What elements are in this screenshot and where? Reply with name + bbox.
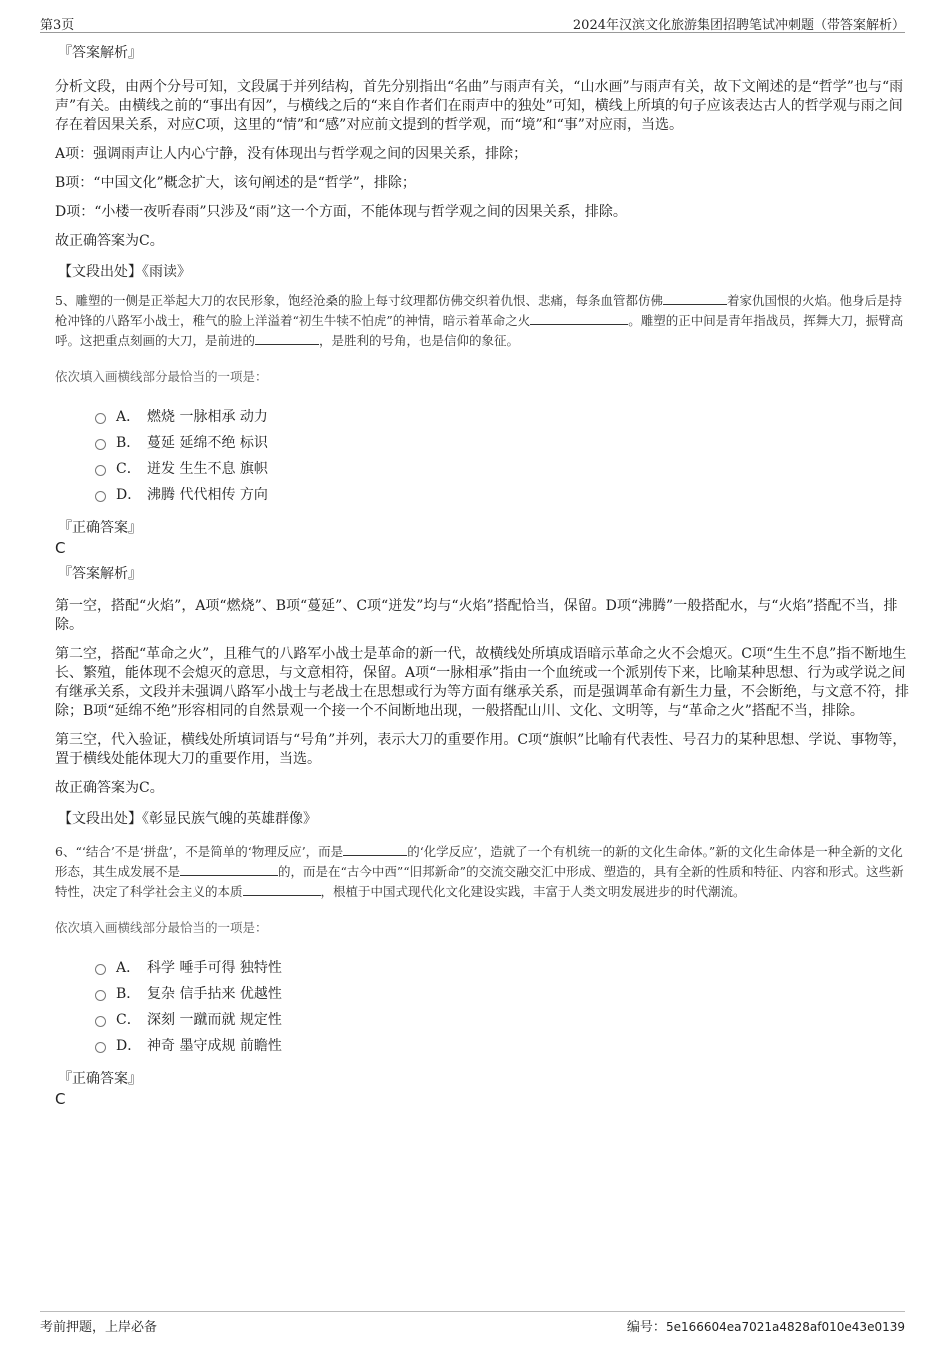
- option-a[interactable]: A． 科学 唾手可得 独特性: [95, 954, 910, 980]
- radio-icon[interactable]: [95, 413, 106, 424]
- option-c[interactable]: C． 深刻 一蹴而就 规定性: [95, 1006, 910, 1032]
- page-footer: [40, 1311, 905, 1336]
- radio-icon[interactable]: [95, 1016, 106, 1027]
- analysis-paragraph: 第三空，代入验证，横线处所填词语与“号角”并列，表示大刀的重要作用。C项“旗帜”比喻有代表性、号召力的某种思想、学说、事物等，置于横线处能体现大刀的重要作用，当选。: [55, 732, 907, 767]
- document-title: 2024年汉滨文化旅游集团招聘笔试冲刺题（带答案解析）: [572, 18, 905, 33]
- analysis-label: 『答案解析』: [58, 45, 142, 61]
- option-b[interactable]: B． 复杂 信手拈来 优越性: [95, 980, 910, 1006]
- analysis-paragraph: 故正确答案为C。: [55, 233, 164, 249]
- blank-1: [663, 292, 727, 305]
- blank-3: [255, 332, 319, 345]
- radio-icon[interactable]: [95, 465, 106, 476]
- radio-icon[interactable]: [95, 990, 106, 1001]
- option-b[interactable]: B． 蔓延 延绵不绝 标识: [95, 429, 910, 455]
- answer-value: C: [55, 1090, 66, 1108]
- answer-value: C: [55, 539, 66, 557]
- answer-label: 『正确答案』: [58, 1071, 142, 1087]
- source-citation: 【文段出处】《雨读》: [58, 264, 191, 280]
- document-body: [55, 42, 910, 1114]
- analysis-paragraph: 第一空，搭配“火焰”，A项“燃烧”、B项“蔓延”、C项“迸发”均与“火焰”搭配恰当，保留。D项“沸腾”一般搭配水，与“火焰”搭配不当，排除。: [55, 598, 898, 633]
- answer-label: 『正确答案』: [58, 520, 142, 536]
- analysis-paragraph: 分析文段，由两个分号可知，文段属于并列结构，首先分别指出“名曲”与雨声有关，“山水画”与雨声有关，故下文阐述的是“哲学”也与“雨声”有关。由横线之前的“事出有因”，与横线之后的“来自作者们在雨声中的独处”可知，横线上所填的句子应该表达古人的哲学观与雨之间存在着因果关系，对应C项，这里的“情”和“感”对应前文提到的哲学观，而“境”和“事”对应雨，当选。: [55, 79, 904, 133]
- analysis-paragraph: 故正确答案为C。: [55, 780, 164, 796]
- radio-icon[interactable]: [95, 964, 106, 975]
- page-number: 第3页: [40, 18, 75, 33]
- option-a[interactable]: A． 燃烧 一脉相承 动力: [95, 403, 910, 429]
- analysis-paragraph: 第二空，搭配“革命之火”，且稚气的八路军小战士是革命的新一代，故横线处所填成语暗示革命之火不会熄灭。C项“生生不息”指不断地生长、繁殖，能体现不会熄灭的意思，与文意相符，保留。A项“一脉相承”指由一个血统或一个派别传下来，比喻某种思想、行为或学说之间有继承关系，文段并未强调八路军小战士与老战士在思想或行为等方面有继承关系，而是强调革命有新生力量，不会断绝，与文意不符，排除；B项“延绵不绝”形容相同的自然景观一个接一个不间断地出现，一般搭配山川、文化、文明等，与“革命之火”搭配不当，排除。: [55, 646, 909, 719]
- question-5-text: 5、雕塑的一侧是正举起大刀的农民形象，饱经沧桑的脸上每寸纹理都仿佛交织着仇恨、悲痛，每条血管都仿佛 着家仇国恨的火焰。他身后是持枪冲锋的八路军小战士，稚气的脸上洋溢着“初生牛犊不怕虎”的神情，暗示着革命之火 。雕塑的正中间是青年指战员，挥舞大刀，振臂高呼。这把重点刻画的大刀，是前进的 ，是胜利的号角，也是信仰的象征。: [55, 293, 904, 348]
- option-c[interactable]: C． 迸发 生生不息 旗帜: [95, 455, 910, 481]
- source-citation: 【文段出处】《彰显民族气魄的英雄群像》: [58, 811, 317, 827]
- document-code: 编号：5e166604ea7021a4828af010e43e0139: [626, 1320, 905, 1335]
- question-5-prompt: 依次填入画横线部分最恰当的一项是：: [55, 369, 268, 384]
- blank-3: [243, 883, 321, 896]
- page-header: [40, 10, 905, 33]
- blank-2: [530, 312, 628, 325]
- analysis-paragraph: D项：“小楼一夜听春雨”只涉及“雨”这一个方面，不能体现与哲学观之间的因果关系，排除。: [55, 204, 627, 220]
- radio-icon[interactable]: [95, 1042, 106, 1053]
- blank-1: [343, 843, 407, 856]
- radio-icon[interactable]: [95, 491, 106, 502]
- option-d[interactable]: D． 神奇 墨守成规 前瞻性: [95, 1032, 910, 1058]
- radio-icon[interactable]: [95, 439, 106, 450]
- question-6-text: 6、“‘结合’不是‘拼盘’，不是简单的‘物理反应’，而是 的‘化学反应’，造就了一个有机统一的新的文化生命体。”新的文化生命体是一种全新的文化形态，其生成发展不是 的，而是在“古今中西”“旧邦新命”的交流交融交汇中形成、塑造的，具有全新的性质和特征、内容和形式。这些新特性，决定了科学社会主义的本质 ，根植于中国式现代化文化建设实践，丰富于人类文明发展进步的时代潮流。: [55, 844, 904, 899]
- analysis-label: 『答案解析』: [58, 566, 142, 582]
- question-6-prompt: 依次填入画横线部分最恰当的一项是：: [55, 920, 268, 935]
- analysis-paragraph: B项：“中国文化”概念扩大，该句阐述的是“哲学”，排除；: [55, 175, 416, 191]
- analysis-paragraph: A项：强调雨声让人内心宁静，没有体现出与哲学观之间的因果关系，排除；: [55, 146, 528, 162]
- blank-2: [180, 863, 278, 876]
- footer-slogan: 考前押题，上岸必备: [40, 1320, 158, 1335]
- option-d[interactable]: D． 沸腾 代代相传 方向: [95, 481, 910, 507]
